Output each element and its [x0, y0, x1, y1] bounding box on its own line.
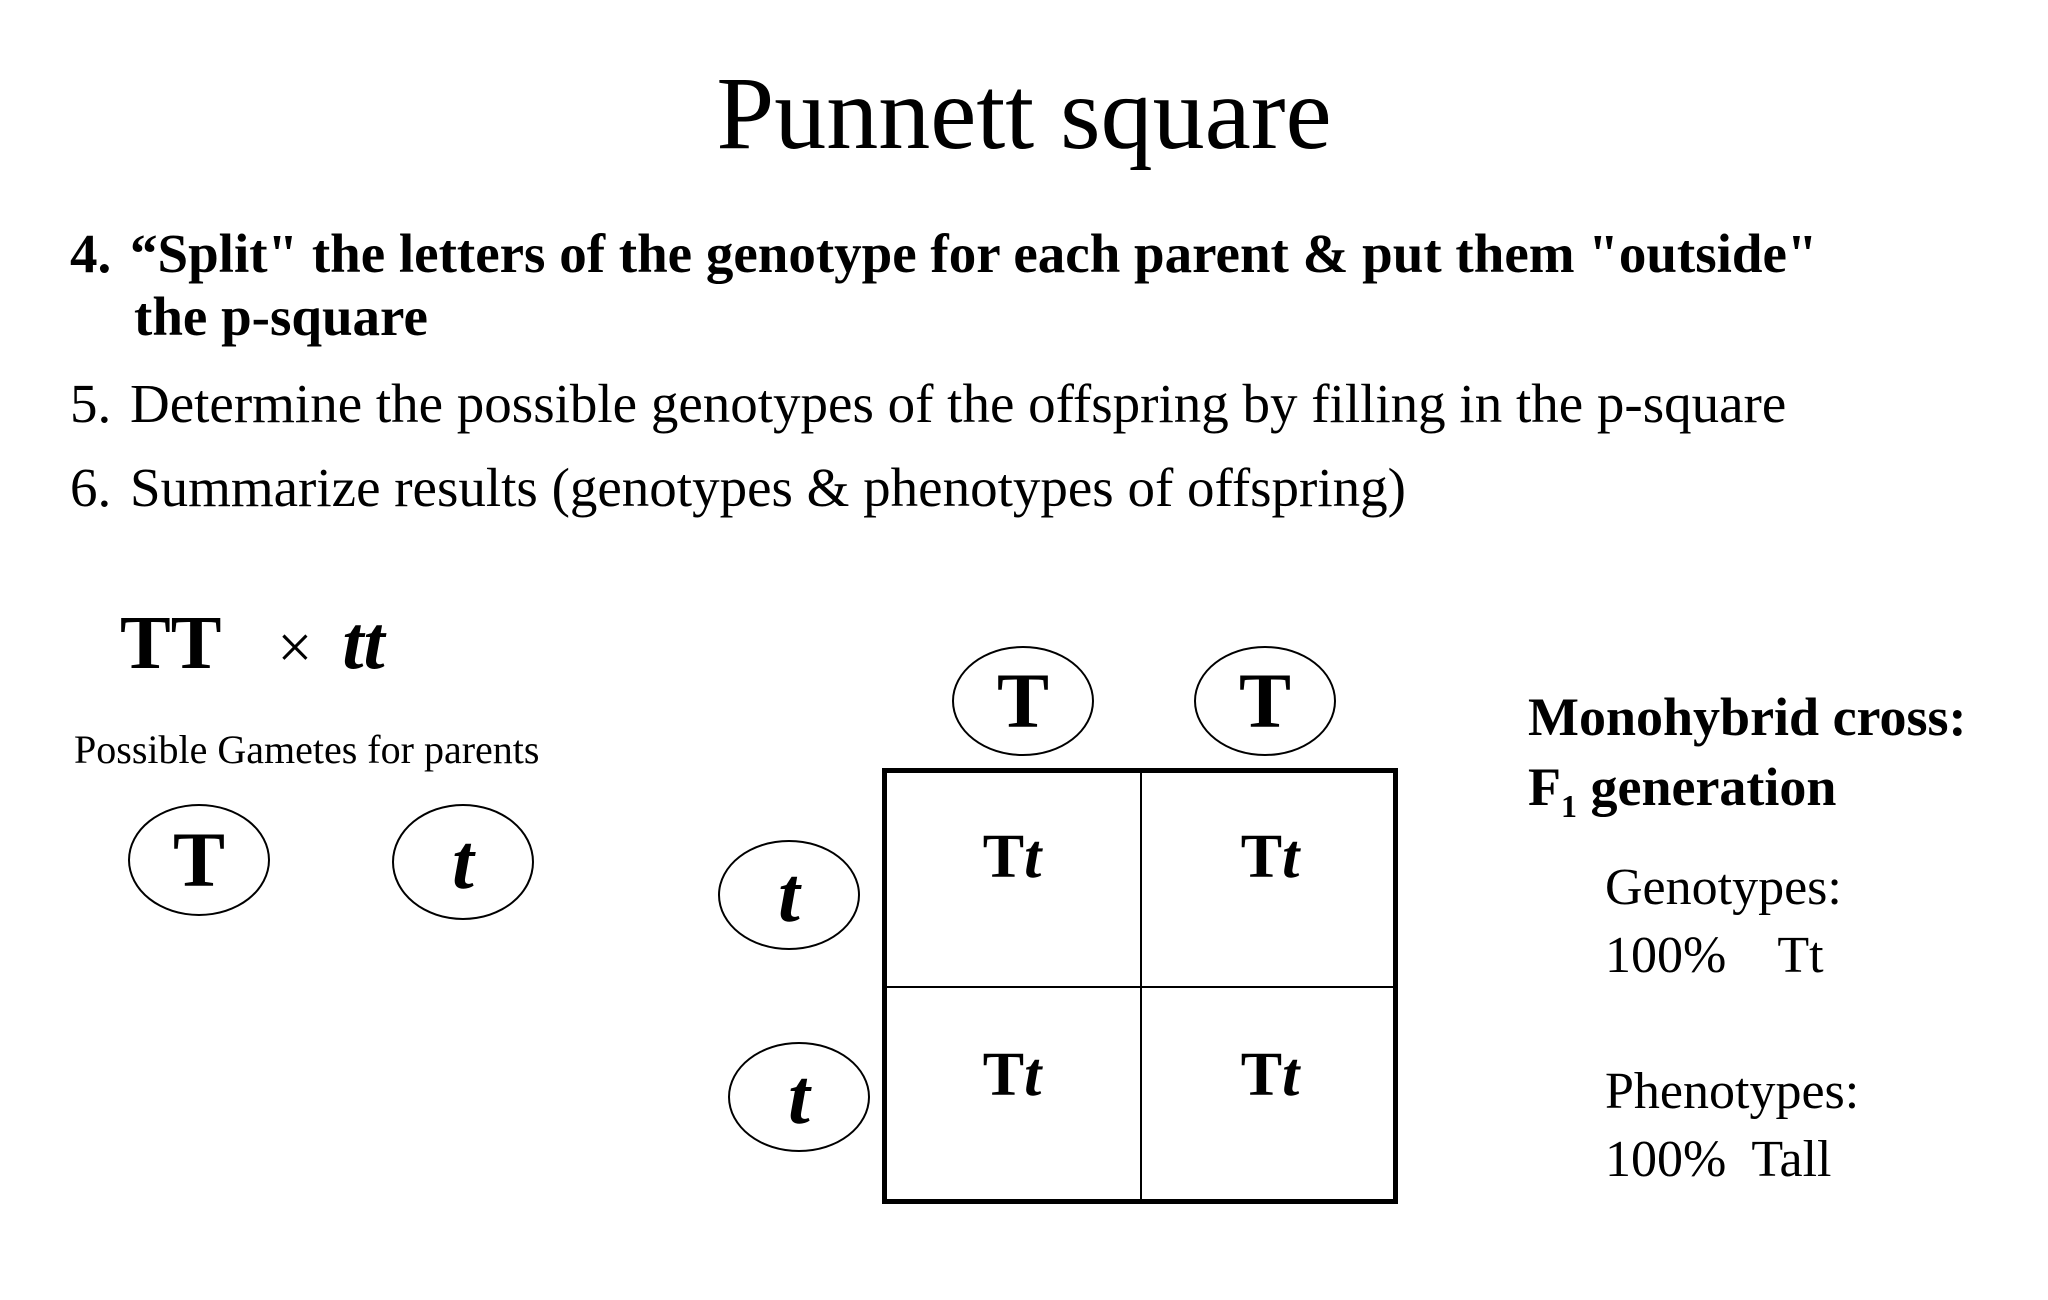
- gametes-caption: Possible Gametes for parents: [74, 727, 540, 772]
- parental-cross: [120, 600, 385, 687]
- step-6: [70, 456, 1406, 519]
- gamete-oval-recessive: t: [392, 804, 534, 920]
- gamete-oval-dominant: T: [128, 804, 270, 916]
- summary-heading-line2: $F_1$ generation: [1528, 757, 1837, 824]
- step-6-number: 6.: [70, 457, 112, 518]
- side-allele-oval-2: t: [728, 1042, 870, 1152]
- summary-heading: [1528, 682, 1967, 828]
- step-5-number: 5.: [70, 373, 112, 434]
- step-4-text-line2: the p-square: [134, 286, 428, 348]
- parent-2-genotype: tt: [342, 601, 385, 685]
- top-allele-oval-2: T: [1194, 646, 1336, 756]
- step-4-text-line1: “Split" the letters of the genotype for each parent & put them "outside": [130, 223, 1818, 284]
- phenotypes-value: 100% Tall: [1605, 1131, 1832, 1188]
- parent-1-genotype: TT: [120, 601, 222, 685]
- summary-heading-line1: Monohybrid cross:: [1528, 687, 1967, 747]
- step-4: [70, 222, 1817, 349]
- grid-horizontal-divider: [884, 986, 1396, 988]
- phenotypes-label: Phenotypes:: [1605, 1063, 1860, 1120]
- punnett-cell: Tt: [982, 823, 1042, 891]
- genotypes-value: 100% Tt: [1605, 927, 1824, 984]
- step-5-text: Determine the possible genotypes of the offspring by filling in the p-square: [130, 373, 1787, 434]
- side-allele-oval-1: t: [718, 840, 860, 950]
- punnett-cell: Tt: [1240, 823, 1300, 891]
- step-6-text: Summarize results (genotypes & phenotypes of offspring): [130, 457, 1406, 518]
- slide-title: Punnett square: [716, 56, 1332, 171]
- punnett-cell: Tt: [982, 1041, 1042, 1109]
- cross-symbol: ×: [277, 614, 313, 682]
- step-4-number: 4.: [70, 223, 112, 284]
- genotypes-label: Genotypes:: [1605, 859, 1842, 916]
- top-allele-oval-1: T: [952, 646, 1094, 756]
- step-5: [70, 372, 1786, 435]
- punnett-cell: Tt: [1240, 1041, 1300, 1109]
